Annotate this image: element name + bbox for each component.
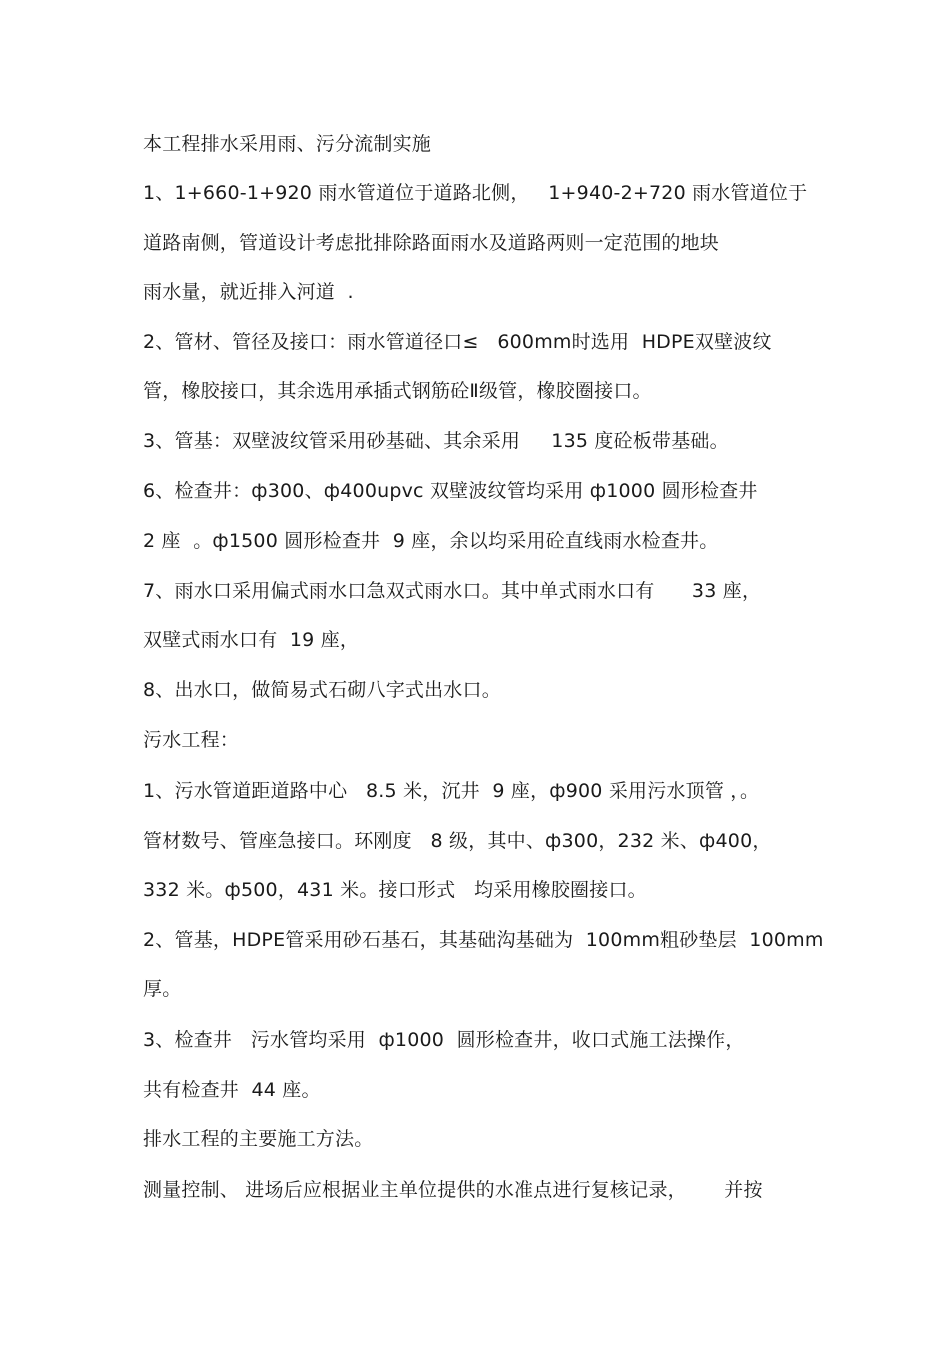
text-line: 1、污水管道距道路中心 8.5 米，沉井 9 座，ф900 采用污水顶管 ，。 [143, 780, 760, 802]
text-line: 本工程排水采用雨、污分流制实施 [143, 133, 432, 155]
text-line: 7、雨水口采用偏式雨水口急双式雨水口。其中单式雨水口有 33 座， [143, 580, 762, 602]
text-line: 污水工程： [143, 729, 240, 751]
text-line: 厚。 [143, 978, 182, 1000]
text-line: 1、1+660-1+920 雨水管道位于道路北侧， 1+940-2+720 雨水管道位于 [143, 182, 808, 204]
text-line: 道路南侧，管道设计考虑批排除路面雨水及道路两则一定范围的地块 [143, 232, 720, 254]
text-line: 排水工程的主要施工方法。 [143, 1128, 374, 1150]
text-line: 8、出水口，做简易式石砌八字式出水口。 [143, 679, 501, 701]
text-line: 2、管基，HDPE管采用砂石基石，其基础沟基础为 100mm粗砂垫层 100mm [143, 929, 824, 951]
text-line: 管，橡胶接口，其余选用承插式钢筋砼Ⅱ级管，橡胶圈接口。 [143, 380, 652, 402]
text-line: 2 座 。ф1500 圆形检查井 9 座，余以均采用砼直线雨水检查井。 [143, 530, 719, 552]
text-line: 6、检查井：ф300、ф400upvc 双壁波纹管均采用 ф1000 圆形检查井 [143, 480, 758, 502]
text-line: 3、管基：双壁波纹管采用砂基础、其余采用 135 度砼板带基础。 [143, 430, 729, 452]
text-line: 管材数号、管座急接口。环刚度 8 级，其中、ф300，232 米、ф400， [143, 830, 772, 852]
text-line: 共有检查井 44 座。 [143, 1079, 321, 1101]
text-line: 双壁式雨水口有 19 座， [143, 629, 360, 651]
text-line: 雨水量，就近排入河道 . [143, 281, 354, 303]
text-line: 2、管材、管径及接口：雨水管道径口≤ 600mm时选用 HDPE双壁波纹 [143, 331, 772, 353]
text-line: 3、检查井 污水管均采用 ф1000 圆形检查井，收口式施工法操作， [143, 1029, 745, 1051]
text-line: 测量控制、 进场后应根据业主单位提供的水准点进行复核记录， 并按 [143, 1179, 763, 1201]
text-line: 332 米。ф500，431 米。接口形式 均采用橡胶圈接口。 [143, 879, 647, 901]
